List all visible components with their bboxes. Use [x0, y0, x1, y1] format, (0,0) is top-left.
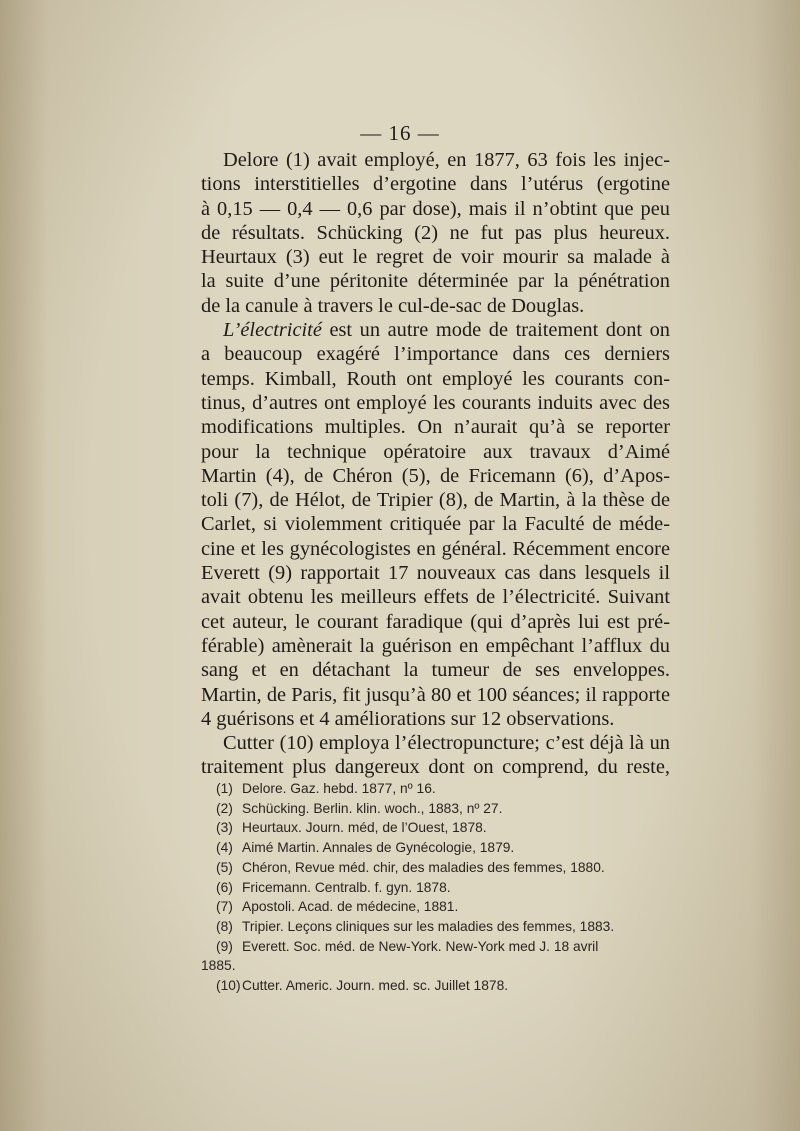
footnote-text: Fricemann. Centralb. f. gyn. 1878.: [242, 879, 451, 895]
footnote-text: Everett. Soc. méd. de New-York. New-York med J. 18 avril: [242, 938, 599, 954]
text-line: la suite d’une péritonite déterminée par la pénétration: [201, 270, 670, 293]
footnote-continuation: 1885.: [201, 958, 236, 974]
footnote-number: (2): [216, 800, 233, 816]
text-line: Heurtaux (3) eut le regret de voir mourir sa malade à: [201, 246, 670, 269]
footnote: [216, 838, 672, 858]
footnote-text: Schücking. Berlin. klin. woch., 1883, nº 27.: [242, 800, 503, 816]
footnote-number: (8): [216, 918, 233, 934]
text-line: tions interstitielles d’ergotine dans l’utérus (ergotine: [201, 173, 670, 196]
italic-term: L’électricité: [223, 319, 322, 342]
footnote-text: Aimé Martin. Annales de Gynécologie, 1879.: [242, 840, 515, 856]
footnote-number: (4): [216, 840, 233, 856]
text-line: traitement plus dangereux dont on comprend, du reste,: [201, 756, 670, 779]
text-line: modifications multiples. On n’aurait qu’à se reporter: [201, 416, 670, 439]
text-line: tinus, d’autres ont employé les courants induits avec des: [201, 391, 670, 414]
footnote-text: Tripier. Leçons cliniques sur les maladies des femmes, 1883.: [242, 918, 615, 934]
text-line: Martin (4), de Chéron (5), de Fricemann (6), d’Apos-: [201, 464, 670, 487]
footnote-text: Apostoli. Acad. de médecine, 1881.: [242, 899, 459, 915]
footnote-number: (6): [216, 879, 233, 895]
text-line: 4 guérisons et 4 améliorations sur 12 observations.: [201, 707, 615, 730]
footnote: [216, 818, 672, 838]
footnotes: [201, 779, 672, 996]
footnote: [216, 917, 672, 937]
footnote: [216, 897, 672, 917]
footnote-text: Delore. Gaz. hebd. 1877, nº 16.: [242, 781, 436, 796]
text-line: de la canule à travers le cul-de-sac de Douglas.: [201, 294, 585, 317]
text-line: temps. Kimball, Routh ont employé les courants con-: [201, 367, 670, 390]
text-line: Everett (9) rapportait 17 nouveaux cas dans lesquels il: [201, 562, 670, 585]
footnote: [216, 976, 672, 996]
text-line: avait obtenu les meilleurs effets de l’électricité. Suivant: [201, 586, 670, 609]
page-number: — 16 —: [360, 121, 440, 145]
text-line: de résultats. Schücking (2) ne fut pas plus heureux.: [201, 221, 670, 244]
footnote-text: Chéron, Revue méd. chir, des maladies des femmes, 1880.: [242, 859, 605, 875]
footnote-number: (7): [216, 899, 233, 915]
text-line: pour la technique opératoire aux travaux d’Aimé: [201, 440, 670, 463]
footnote: [216, 799, 672, 819]
footnote-number: (1): [216, 781, 233, 796]
text-line: à 0,15 — 0,4 — 0,6 par dose), mais il n’obtint que peu: [201, 197, 670, 220]
footnote-text: Heurtaux. Journ. méd, de l’Ouest, 1878.: [242, 820, 487, 836]
body-text: [201, 148, 670, 780]
text-line: [201, 318, 670, 342]
footnote-number: (5): [216, 859, 233, 875]
text-line: a beaucoup exagéré l’importance dans ces derniers: [201, 343, 670, 366]
text-line: cine et les gynécologistes en général. Récemment encore: [201, 537, 670, 560]
text-line: cet auteur, le courant faradique (qui d’après lui est pré-: [201, 610, 670, 633]
footnote-text: Cutter. Americ. Journ. med. sc. Juillet 1878.: [242, 978, 509, 994]
text-line: férable) amènerait la guérison en empêchant l’afflux du: [201, 634, 670, 657]
footnote: [216, 779, 672, 799]
text-line: Carlet, si violemment critiquée par la Faculté de méde-: [201, 513, 670, 536]
footnote-number: (3): [216, 820, 233, 836]
footnote: [216, 858, 672, 878]
text-line: Delore (1) avait employé, en 1877, 63 fois les injec-: [223, 149, 670, 171]
text-line: Martin, de Paris, fit jusqu’à 80 et 100 séances; il rapporte: [201, 683, 670, 706]
footnote-number: (10): [216, 978, 241, 994]
footnote: [216, 937, 672, 957]
footnote: [216, 878, 672, 898]
text-fragment: est un autre mode de traitement dont on: [321, 319, 670, 342]
footnote-number: (9): [216, 938, 233, 954]
text-line: toli (7), de Hélot, de Tripier (8), de Martin, à la thèse de: [201, 489, 670, 512]
text-line: sang et en détachant la tumeur de ses enveloppes.: [201, 659, 670, 682]
text-line: Cutter (10) employa l’électropuncture; c’est déjà là un: [223, 732, 670, 755]
